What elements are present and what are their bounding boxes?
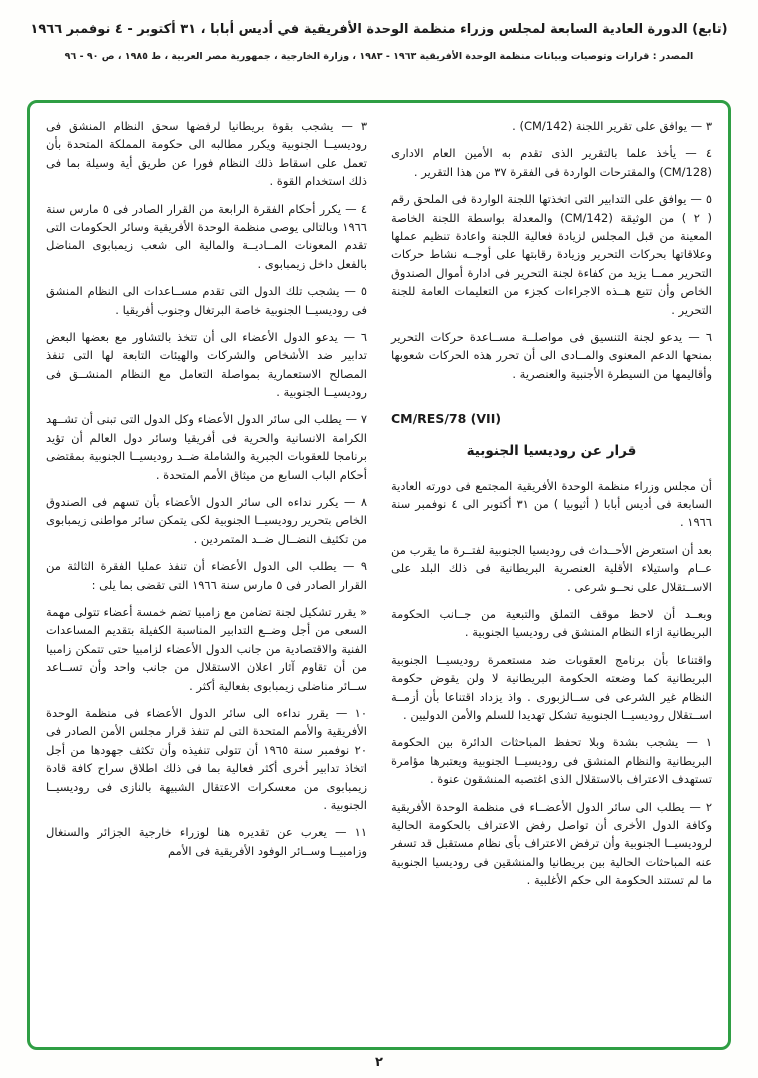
paragraph: « يقرر تشكيل لجنة تضامن مع زامبيا تضم خمسة أعضاء تتولى مهمة السعى من أجل وضــع التدابير المناسبة الكفيلة بتقديم المساعدات الفنية والاقتصادية من جانب الدول الأعضاء لزامبيا حتى تتمكن زامبيا من أن تقاوم آثار اعلان الاستقلال من جانب واحد وأن تســاعد ســائر مناضلى زيمبابوى بفعالية أكثر . (46, 604, 367, 693)
paragraph: ٣ — يشجب بقوة بريطانيا لرفضها سحق النظام المنشق فى روديسيــا الجنوبية ويكرر مطالبه الى حكومة المملكة المتحدة بأن تعمل على اسقاط ذلك النظام فورا عن طريق أية وسيلة بما فى ذلك استخدام القوة . (46, 119, 367, 189)
paragraph: ٦ — يدعو لجنة التنسيق فى مواصلــة مســاعدة حركات التحرير بمنحها الدعم المعنوى والمــادى الى أن تحرر هذه الحركات شعوبها وأقاليمها من السيطرة الأجنبية والعنصرية . (391, 329, 712, 381)
paragraph: ٣ — يوافق على تقرير اللجنة (CM/142) . (512, 119, 712, 133)
paragraph: ٨ — يكرر نداءه الى سائر الدول الأعضاء بأن تسهم فى الصندوق الخاص بتحرير روديسيــا الجنوبية لكى يتمكن سائر مواطنى زيمبابوى من تكثيف النضــال ضــد المتمردين . (46, 495, 367, 546)
document-title: (تابع) الدورة العادية السابعة لمجلس وزراء منظمة الوحدة الأفريقية في أديس أبابا ، ٣١ أكتوبر - ٤ نوفمبر ١٩٦٦ (30, 22, 728, 37)
paragraph: ٤ — يكرر أحكام الفقرة الرابعة من القرار الصادر فى ٥ مارس سنة ١٩٦٦ وبالتالى يوصى منظمة الوحدة الأفريقية وسائر الحكومات التى تقدم المعونات المــاديــة والمالية الى شعب زيمبابوى المناضل بالفعل داخل زيمبابوى . (46, 201, 367, 271)
paragraph: ٧ — يطلب الى سائر الدول الأعضاء وكل الدول التى تبنى أن تشــهد الكرامة الانسانية والحرية فى أفريقيا وسائر دول العالم أن تؤيد برنامجا للعقوبات الجبرية والشاملة ضــد روديسيــا الجنوبية بمقتضى أحكام الباب السابع من ميثاق الأمم المتحدة . (46, 412, 367, 482)
paragraph: بعد أن استعرض الأحــداث فى روديسيا الجنوبية لفتــرة ما يقرب من عــام واستيلاء الأقلية العنصرية البريطانية فى ذلك البلد على الاســتقلال على نحــو شرعى . (391, 542, 712, 594)
resolution-ref: CM/RES/78 (VII) (391, 411, 502, 427)
paragraph: ٩ — يطلب الى الدول الأعضاء أن تنفذ عمليا الفقرة الثالثة من القرار الصادر فى ٥ مارس سنة ١٩٦٦ التى تقضى بما يلى : (46, 559, 367, 592)
paragraph: ٥ — يوافق على التدابير التى اتخذتها اللجنة الواردة فى الملحق رقم ( ٢ ) من الوثيقة (CM/142) والمعدلة بواسطة اللجنة الخاصة المعينة من قبل المجلس لزيادة فعالية اللجنة واعادة تنظيم عملها وعلاقاتها بحركات التحرير وزيادة رقابتها على أوجــه نشاط حركات التحرير ممــا يزيد من كفاءة لجنة التحرير فى ادارة أموال الصندوق الخاص وأن تتبع هــذه الاجراءات كجزء من التعليمات العامة للجنة التحرير . (391, 192, 712, 317)
content-box (27, 100, 731, 1050)
paragraph: ١٠ — يقرر نداءه الى سائر الدول الأعضاء فى منظمة الوحدة الأفريقية والأمم المتحدة التى لم تنفذ قرار مجلس الأمن الصادر فى ٢٠ نوفمبر سنة ١٩٦٥ أن تتولى تنفيذه وأن تكثف جهودها من أجل اتخاذ تدابير أخرى أكثر فعالية بما فى ذلك اطلاق سراح كافة قادة زيمبابوى من معسكرات الاعتقال الشبيهة بالنازى فى روديسيــا الجنوبية . (46, 705, 367, 812)
page-number: ٢ (375, 1055, 383, 1070)
paragraph: ٦ — يدعو الدول الأعضاء الى أن تتخذ بالتشاور مع بعضها البعض تدابير ضد الأشخاص والشركات والهيئات التابعة لها التى تنفذ المصالح الاستعمارية بمواصلة التعامل مع النظام المنشــق فى روديسيــا الجنوبية . (46, 329, 367, 400)
paragraph: ١ — يشجب بشدة وبلا تحفظ المباحثات الدائرة بين الحكومة البريطانية والنظام المنشق فى روديسيــا الجنوبية ويعتبرها مؤامرة تستهدف الاعتراف بالاستقلال الذى اغتصبه المنشقون عنوة . (391, 735, 712, 787)
column-left (46, 117, 367, 1033)
paragraph: ٥ — يشجب تلك الدول التى تقدم مســاعدات الى النظام المنشق فى روديسيــا الجنوبية خاصة البرتغال وجنوب أفريقيا . (46, 284, 367, 317)
page-header (0, 0, 758, 62)
paragraph: أن مجلس وزراء منظمة الوحدة الأفريقية المجتمع فى دورته العادية السابعة فى أديس أبابا ( أثيوبيا ) من ٣١ أكتوبر الى ٤ نوفمبر سنة ١٩٦٦ . (391, 478, 712, 530)
paragraph: ٤ — يأخذ علما بالتقرير الذى تقدم به الأمين العام الادارى (CM/128) والمقترحات الواردة فى الفقرة ٣٧ من هذا التقرير . (391, 146, 712, 179)
section-heading: قرار عن روديسيا الجنوبية (466, 443, 637, 460)
source-line: المصدر : قرارات وتوصيات وبيانات منظمة الوحدة الأفريقية ١٩٦٣ - ١٩٨٣ ، وزارة الخارجية ، جمهورية مصر العربية ، ط ١٩٨٥ ، ص ٩٠ - ٩٦ (64, 50, 694, 62)
paragraph: واقتناعا بأن برنامج العقوبات ضد مستعمرة روديسيــا الجنوبية البريطانية كما وضعته الحكومة البريطانية لا ولن يقوض حكومة النظام غير الشرعى فى ســالزبورى . واذ يزداد اقتناعا بأن أزمــة اســتقلال روديسيــا الجنوبية تشكل تهديدا للسلم والأمن الدوليين . (391, 652, 712, 722)
column-right (391, 117, 712, 1033)
paragraph: ٢ — يطلب الى سائر الدول الأعضــاء فى منظمة الوحدة الأفريقية وكافة الدول الأخرى أن تواصل رفض الاعتراف بالحكومة الحالية لروديسيــا الجنوبية وأن ترفض الاعتراف بأى نظام مستقبل قد تسفر عنه المباحثات الحالية بين بريطانيا والمنشقين فى روديسيا الجنوبية ما لم تستند الحكومة الى حكم الأغلبية . (391, 799, 712, 888)
paragraph: ١١ — يعرب عن تقديره هنا لوزراء خارجية الجزائر والسنغال وزامبيــا وســائر الوفود الأفريقية فى الأمم (46, 825, 367, 858)
paragraph: وبعــد أن لاحظ موقف التملق والتبعية من جــانب الحكومة البريطانية ازاء النظام المنشق فى روديسيا الجنوبية . (391, 607, 712, 640)
